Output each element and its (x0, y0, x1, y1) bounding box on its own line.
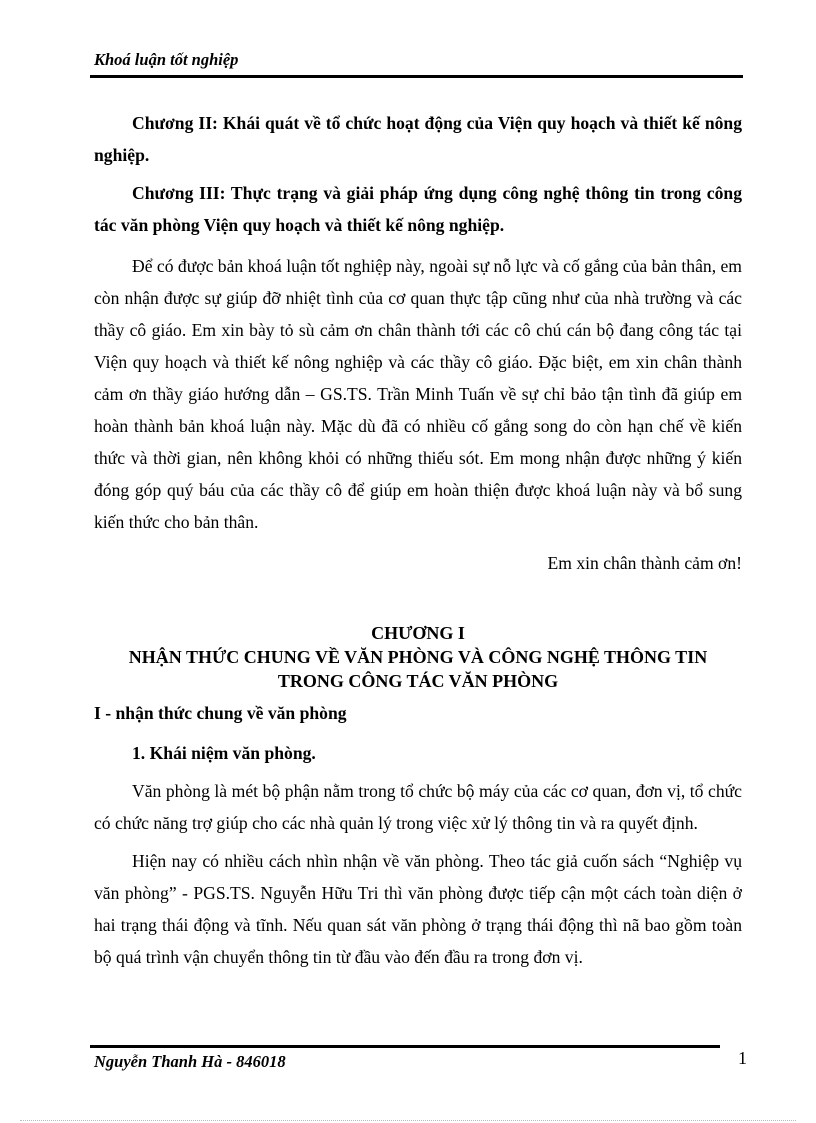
header-divider (90, 75, 743, 78)
page-number: 1 (738, 1048, 747, 1068)
footer-author: Nguyễn Thanh Hà - 846018 (94, 1052, 286, 1071)
chapter-label: CHƯƠNG I (371, 623, 465, 643)
thanks-line: Em xin chân thành cảm ơn! (547, 553, 742, 573)
acknowledgement-paragraph: Để có được bản khoá luận tốt nghiệp này, ngoài sự nỗ lực và cố gắng của bản thân, em còn nhận được sự giúp đỡ nhiệt tình của cơ quan thực tập cũng như của nhà trường và các thầy cô giáo. Em xin bày tỏ sù cảm ơn chân thành tới các cô chú cán bộ đang công tác tại Viện quy hoạch và thiết kế nông nghiệp và các thầy cô giáo. Đặc biệt, em xin chân thành cảm ơn thầy giáo hướng dẫn – GS.TS. Trần Minh Tuấn về sự chỉ bảo tận tình đã giúp em hoàn thành bản khoá luận này. Mặc dù đã có nhiều cố gắng song do còn hạn chế về kiến thức và thời gian, nên không khỏi có những thiếu sót. Em mong nhận được những ý kiến đóng góp quý báu của các thầy cô để giúp em hoàn thiện được khoá luận này và bổ sung kiến thức cho bản thân. (94, 256, 742, 532)
chapter-title (94, 621, 742, 693)
subsection-heading: 1. Khái niệm văn phòng. (132, 743, 316, 763)
chapter-title-line-2: TRONG CÔNG TÁC VĂN PHÒNG (277, 671, 559, 691)
chapter-title-line-1: NHẬN THỨC CHUNG VỀ VĂN PHÒNG VÀ CÔNG NGHỆ THÔNG TIN (128, 647, 708, 667)
chapter3-summary: Chương III: Thực trạng và giải pháp ứng dụng công nghệ thông tin trong công tác văn phòng Viện quy hoạch và thiết kế nông nghiệp. (94, 183, 742, 235)
chapter2-summary: Chương II: Khái quát về tổ chức hoạt động của Viện quy hoạch và thiết kế nông nghiệp. (94, 113, 742, 165)
body-text (94, 107, 742, 973)
section-heading: I - nhận thức chung về văn phòng (94, 703, 347, 723)
definition-paragraph: Văn phòng là mét bộ phận nằm trong tổ chức bộ máy của các cơ quan, đơn vị, tổ chức có chức năng trợ giúp cho các nhà quản lý trong việc xử lý thông tin và ra quyết định. (94, 781, 742, 833)
running-header: Khoá luận tốt nghiệp (94, 50, 239, 69)
footer-divider (90, 1045, 720, 1048)
page-bottom-border (20, 1120, 796, 1121)
perspective-paragraph: Hiện nay có nhiều cách nhìn nhận về văn phòng. Theo tác giả cuốn sách “Nghiệp vụ văn phòng” - PGS.TS. Nguyễn Hữu Tri thì văn phòng được tiếp cận một cách toàn diện ở hai trạng thái động và tĩnh. Nếu quan sát văn phòng ở trạng thái động thì nã bao gồm toàn bộ quá trình vận chuyển thông tin từ đầu vào đến đầu ra trong đơn vị. (94, 851, 742, 967)
